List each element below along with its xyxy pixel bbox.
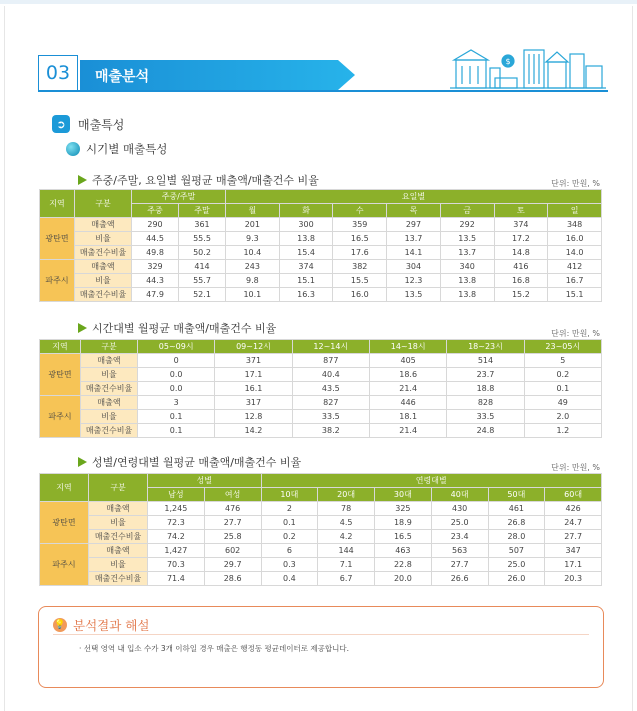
value-cell: 5 bbox=[524, 354, 601, 368]
category-cell: 매출건수비율 bbox=[89, 530, 148, 544]
table1-title bbox=[78, 172, 319, 188]
table1-title-text: 주중/주말, 요일별 월평균 매출액/매출건수 비율 bbox=[92, 174, 319, 187]
col-head: 20대 bbox=[318, 488, 375, 502]
value-cell: 78 bbox=[318, 502, 375, 516]
category-cell: 매출건수비율 bbox=[81, 382, 138, 396]
value-cell: 43.5 bbox=[292, 382, 369, 396]
value-cell: 44.3 bbox=[132, 274, 179, 288]
value-cell: 17.6 bbox=[333, 246, 387, 260]
value-cell: 0.4 bbox=[261, 572, 318, 586]
col-head: 30대 bbox=[375, 488, 432, 502]
value-cell: 1,427 bbox=[148, 544, 205, 558]
value-cell: 18.6 bbox=[369, 368, 446, 382]
col-head: 주말 bbox=[179, 204, 226, 218]
group-head-weekday: 주중/주말 bbox=[132, 190, 226, 204]
col-head: 목 bbox=[387, 204, 441, 218]
value-cell: 55.5 bbox=[179, 232, 226, 246]
col-head: 수 bbox=[333, 204, 387, 218]
value-cell: 71.4 bbox=[148, 572, 205, 586]
value-cell: 14.1 bbox=[387, 246, 441, 260]
value-cell: 33.5 bbox=[447, 410, 524, 424]
lightbulb-icon: 💡 bbox=[54, 620, 66, 630]
value-cell: 16.5 bbox=[333, 232, 387, 246]
value-cell: 72.3 bbox=[148, 516, 205, 530]
value-cell: 24.8 bbox=[447, 424, 524, 438]
col-head: 09~12시 bbox=[215, 340, 292, 354]
table-row bbox=[40, 558, 602, 572]
table-row bbox=[40, 246, 602, 260]
value-cell: 12.3 bbox=[387, 274, 441, 288]
col-head-region: 지역 bbox=[40, 340, 81, 354]
value-cell: 347 bbox=[545, 544, 602, 558]
value-cell: 1,245 bbox=[148, 502, 205, 516]
analysis-divider bbox=[53, 634, 589, 635]
value-cell: 16.3 bbox=[279, 288, 333, 302]
col-head: 18~23시 bbox=[447, 340, 524, 354]
analysis-box bbox=[38, 606, 604, 688]
value-cell: 17.1 bbox=[215, 368, 292, 382]
table2-title bbox=[78, 320, 276, 336]
triangle-bullet-icon bbox=[78, 323, 87, 333]
value-cell: 16.0 bbox=[548, 232, 602, 246]
value-cell: 405 bbox=[369, 354, 446, 368]
section-title: 매출분석 bbox=[95, 69, 150, 85]
value-cell: 0.0 bbox=[138, 368, 215, 382]
category-cell: 비율 bbox=[89, 558, 148, 572]
value-cell: 446 bbox=[369, 396, 446, 410]
value-cell: 15.1 bbox=[279, 274, 333, 288]
value-cell: 21.4 bbox=[369, 382, 446, 396]
col-head: 주중 bbox=[132, 204, 179, 218]
value-cell: 374 bbox=[494, 218, 548, 232]
triangle-bullet-icon bbox=[78, 175, 87, 185]
value-cell: 21.4 bbox=[369, 424, 446, 438]
group-head-gender: 성별 bbox=[148, 474, 262, 488]
col-head-category: 구분 bbox=[81, 340, 138, 354]
value-cell: 9.8 bbox=[226, 274, 280, 288]
value-cell: 13.5 bbox=[387, 288, 441, 302]
col-head: 05~09시 bbox=[138, 340, 215, 354]
value-cell: 243 bbox=[226, 260, 280, 274]
value-cell: 23.4 bbox=[431, 530, 488, 544]
region-cell: 파주시 bbox=[40, 260, 75, 302]
region-cell: 파주시 bbox=[40, 396, 81, 438]
value-cell: 10.1 bbox=[226, 288, 280, 302]
table2-title-text: 시간대별 월평균 매출액/매출건수 비율 bbox=[92, 322, 277, 335]
value-cell: 325 bbox=[375, 502, 432, 516]
heading-period-sales bbox=[66, 141, 167, 157]
table-row bbox=[40, 274, 602, 288]
table-row bbox=[40, 572, 602, 586]
value-cell: 47.9 bbox=[132, 288, 179, 302]
col-head: 금 bbox=[440, 204, 494, 218]
value-cell: 18.8 bbox=[447, 382, 524, 396]
analysis-title: 분석결과 해설 bbox=[73, 618, 150, 633]
col-head-region: 지역 bbox=[40, 190, 75, 218]
category-cell: 비율 bbox=[75, 232, 132, 246]
category-cell: 매출건수비율 bbox=[81, 424, 138, 438]
value-cell: 20.0 bbox=[375, 572, 432, 586]
value-cell: 144 bbox=[318, 544, 375, 558]
value-cell: 507 bbox=[488, 544, 545, 558]
value-cell: 29.7 bbox=[204, 558, 261, 572]
value-cell: 7.1 bbox=[318, 558, 375, 572]
weekday-sales-table bbox=[39, 189, 602, 302]
value-cell: 0.3 bbox=[261, 558, 318, 572]
value-cell: 430 bbox=[431, 502, 488, 516]
category-cell: 매출액 bbox=[75, 218, 132, 232]
value-cell: 16.7 bbox=[548, 274, 602, 288]
value-cell: 6 bbox=[261, 544, 318, 558]
region-cell: 광탄면 bbox=[40, 354, 81, 396]
analysis-note: · 선택 영역 내 입소 수가 3개 이하일 경우 매출은 행정동 평균데이터로 제공합니다. bbox=[79, 644, 349, 653]
value-cell: 50.2 bbox=[179, 246, 226, 260]
col-head: 일 bbox=[548, 204, 602, 218]
value-cell: 26.0 bbox=[488, 572, 545, 586]
value-cell: 0.2 bbox=[261, 530, 318, 544]
table-row bbox=[40, 544, 602, 558]
value-cell: 22.8 bbox=[375, 558, 432, 572]
value-cell: 877 bbox=[292, 354, 369, 368]
category-cell: 매출건수비율 bbox=[89, 572, 148, 586]
value-cell: 374 bbox=[279, 260, 333, 274]
table-row bbox=[40, 396, 602, 410]
value-cell: 414 bbox=[179, 260, 226, 274]
value-cell: 17.2 bbox=[494, 232, 548, 246]
value-cell: 20.3 bbox=[545, 572, 602, 586]
value-cell: 304 bbox=[387, 260, 441, 274]
value-cell: 300 bbox=[279, 218, 333, 232]
value-cell: 361 bbox=[179, 218, 226, 232]
value-cell: 12.8 bbox=[215, 410, 292, 424]
table-row bbox=[40, 410, 602, 424]
value-cell: 329 bbox=[132, 260, 179, 274]
value-cell: 13.8 bbox=[440, 274, 494, 288]
value-cell: 292 bbox=[440, 218, 494, 232]
value-cell: 26.8 bbox=[488, 516, 545, 530]
table-row bbox=[40, 382, 602, 396]
value-cell: 4.2 bbox=[318, 530, 375, 544]
value-cell: 3 bbox=[138, 396, 215, 410]
value-cell: 74.2 bbox=[148, 530, 205, 544]
category-cell: 매출액 bbox=[81, 396, 138, 410]
value-cell: 371 bbox=[215, 354, 292, 368]
col-head-category: 구분 bbox=[75, 190, 132, 218]
value-cell: 4.5 bbox=[318, 516, 375, 530]
value-cell: 18.1 bbox=[369, 410, 446, 424]
table-row bbox=[40, 218, 602, 232]
table-row bbox=[40, 424, 602, 438]
value-cell: 6.7 bbox=[318, 572, 375, 586]
heading-sales-characteristics bbox=[52, 115, 124, 133]
category-cell: 비율 bbox=[75, 274, 132, 288]
top-strip bbox=[0, 0, 637, 4]
value-cell: 16.1 bbox=[215, 382, 292, 396]
group-head-days: 요일별 bbox=[226, 190, 602, 204]
value-cell: 24.7 bbox=[545, 516, 602, 530]
table-row bbox=[40, 288, 602, 302]
gender-age-sales-table bbox=[39, 473, 602, 586]
value-cell: 412 bbox=[548, 260, 602, 274]
value-cell: 416 bbox=[494, 260, 548, 274]
value-cell: 15.1 bbox=[548, 288, 602, 302]
region-cell: 파주시 bbox=[40, 544, 89, 586]
table3-unit: 단위: 만원, % bbox=[551, 463, 600, 472]
value-cell: 9.3 bbox=[226, 232, 280, 246]
table-row bbox=[40, 354, 602, 368]
region-cell: 광탄면 bbox=[40, 502, 89, 544]
hourly-sales-table bbox=[39, 339, 602, 438]
value-cell: 38.2 bbox=[292, 424, 369, 438]
value-cell: 14.2 bbox=[215, 424, 292, 438]
col-head: 토 bbox=[494, 204, 548, 218]
section-number: 03 bbox=[38, 55, 78, 91]
category-cell: 매출액 bbox=[81, 354, 138, 368]
value-cell: 2 bbox=[261, 502, 318, 516]
table-row bbox=[40, 530, 602, 544]
value-cell: 25.0 bbox=[488, 558, 545, 572]
value-cell: 13.8 bbox=[279, 232, 333, 246]
category-cell: 매출건수비율 bbox=[75, 246, 132, 260]
table1-unit: 단위: 만원, % bbox=[551, 179, 600, 188]
value-cell: 49.8 bbox=[132, 246, 179, 260]
category-cell: 비율 bbox=[89, 516, 148, 530]
col-head-region: 지역 bbox=[40, 474, 89, 502]
table3-title bbox=[78, 454, 301, 470]
category-cell: 매출건수비율 bbox=[75, 288, 132, 302]
value-cell: 463 bbox=[375, 544, 432, 558]
value-cell: 16.0 bbox=[333, 288, 387, 302]
bullet-ball-icon bbox=[66, 142, 80, 156]
table-row bbox=[40, 516, 602, 530]
value-cell: 461 bbox=[488, 502, 545, 516]
value-cell: 0.1 bbox=[138, 424, 215, 438]
table3-title-text: 성별/연령대별 월평균 매출액/매출건수 비율 bbox=[92, 456, 302, 469]
value-cell: 0 bbox=[138, 354, 215, 368]
value-cell: 359 bbox=[333, 218, 387, 232]
value-cell: 602 bbox=[204, 544, 261, 558]
right-margin-line bbox=[632, 6, 633, 711]
col-head: 10대 bbox=[261, 488, 318, 502]
value-cell: 0.1 bbox=[524, 382, 601, 396]
value-cell: 13.7 bbox=[387, 232, 441, 246]
value-cell: 201 bbox=[226, 218, 280, 232]
value-cell: 52.1 bbox=[179, 288, 226, 302]
value-cell: 297 bbox=[387, 218, 441, 232]
value-cell: 18.9 bbox=[375, 516, 432, 530]
value-cell: 0.0 bbox=[138, 382, 215, 396]
category-cell: 비율 bbox=[81, 368, 138, 382]
value-cell: 28.6 bbox=[204, 572, 261, 586]
table-row bbox=[40, 502, 602, 516]
col-head: 14~18시 bbox=[369, 340, 446, 354]
value-cell: 13.5 bbox=[440, 232, 494, 246]
value-cell: 426 bbox=[545, 502, 602, 516]
region-cell: 광탄면 bbox=[40, 218, 75, 260]
col-head: 남성 bbox=[148, 488, 205, 502]
value-cell: 23.7 bbox=[447, 368, 524, 382]
value-cell: 15.5 bbox=[333, 274, 387, 288]
value-cell: 27.7 bbox=[545, 530, 602, 544]
value-cell: 27.7 bbox=[431, 558, 488, 572]
value-cell: 348 bbox=[548, 218, 602, 232]
table2-unit: 단위: 만원, % bbox=[551, 329, 600, 338]
category-cell: 매출액 bbox=[89, 502, 148, 516]
value-cell: 15.2 bbox=[494, 288, 548, 302]
value-cell: 33.5 bbox=[292, 410, 369, 424]
value-cell: 563 bbox=[431, 544, 488, 558]
value-cell: 2.0 bbox=[524, 410, 601, 424]
value-cell: 382 bbox=[333, 260, 387, 274]
heading2-text: 시기별 매출특성 bbox=[86, 142, 168, 156]
triangle-bullet-icon bbox=[78, 457, 87, 467]
col-head: 50대 bbox=[488, 488, 545, 502]
value-cell: 0.1 bbox=[138, 410, 215, 424]
value-cell: 40.4 bbox=[292, 368, 369, 382]
col-head: 40대 bbox=[431, 488, 488, 502]
value-cell: 13.7 bbox=[440, 246, 494, 260]
value-cell: 828 bbox=[447, 396, 524, 410]
compass-icon: ➲ bbox=[52, 115, 70, 133]
city-skyline-icon bbox=[450, 44, 608, 92]
value-cell: 317 bbox=[215, 396, 292, 410]
svg-text:$: $ bbox=[505, 57, 511, 66]
value-cell: 25.0 bbox=[431, 516, 488, 530]
value-cell: 25.8 bbox=[204, 530, 261, 544]
value-cell: 13.8 bbox=[440, 288, 494, 302]
col-head-category: 구분 bbox=[89, 474, 148, 502]
table-row bbox=[40, 368, 602, 382]
category-cell: 매출액 bbox=[75, 260, 132, 274]
value-cell: 16.8 bbox=[494, 274, 548, 288]
value-cell: 55.7 bbox=[179, 274, 226, 288]
value-cell: 28.0 bbox=[488, 530, 545, 544]
value-cell: 49 bbox=[524, 396, 601, 410]
value-cell: 70.3 bbox=[148, 558, 205, 572]
col-head: 12~14시 bbox=[292, 340, 369, 354]
value-cell: 514 bbox=[447, 354, 524, 368]
value-cell: 476 bbox=[204, 502, 261, 516]
value-cell: 10.4 bbox=[226, 246, 280, 260]
table-row bbox=[40, 232, 602, 246]
value-cell: 14.0 bbox=[548, 246, 602, 260]
value-cell: 44.5 bbox=[132, 232, 179, 246]
left-margin-line bbox=[4, 6, 5, 711]
col-head: 월 bbox=[226, 204, 280, 218]
group-head-age: 연령대별 bbox=[261, 474, 602, 488]
value-cell: 827 bbox=[292, 396, 369, 410]
value-cell: 0.1 bbox=[261, 516, 318, 530]
category-cell: 비율 bbox=[81, 410, 138, 424]
value-cell: 340 bbox=[440, 260, 494, 274]
col-head: 화 bbox=[279, 204, 333, 218]
value-cell: 17.1 bbox=[545, 558, 602, 572]
value-cell: 27.7 bbox=[204, 516, 261, 530]
table-row bbox=[40, 260, 602, 274]
value-cell: 15.4 bbox=[279, 246, 333, 260]
value-cell: 14.8 bbox=[494, 246, 548, 260]
value-cell: 290 bbox=[132, 218, 179, 232]
category-cell: 매출액 bbox=[89, 544, 148, 558]
value-cell: 26.6 bbox=[431, 572, 488, 586]
col-head: 23~05시 bbox=[524, 340, 601, 354]
heading1-text: 매출특성 bbox=[78, 117, 125, 132]
col-head: 여성 bbox=[204, 488, 261, 502]
value-cell: 0.2 bbox=[524, 368, 601, 382]
value-cell: 16.5 bbox=[375, 530, 432, 544]
col-head: 60대 bbox=[545, 488, 602, 502]
analysis-header bbox=[53, 616, 149, 634]
value-cell: 1.2 bbox=[524, 424, 601, 438]
